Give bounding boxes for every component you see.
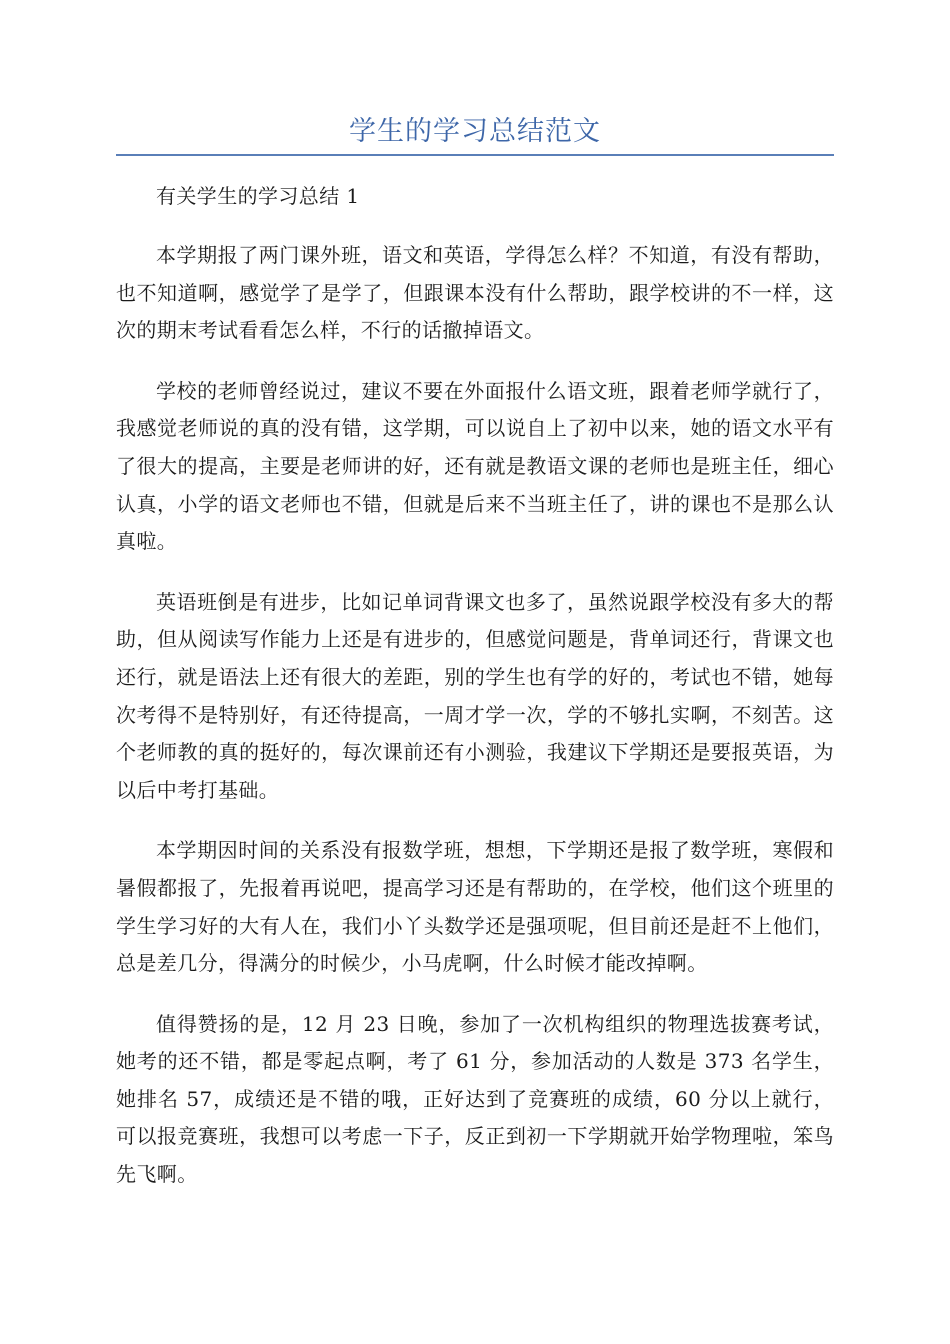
paragraph-4: 本学期因时间的关系没有报数学班，想想，下学期还是报了数学班，寒假和暑假都报了，先报着再说吧，提高学习还是有帮助的，在学校，他们这个班里的学生学习好的大有人在，我们小丫头数学还是强项呢，但目前还是赶不上他们，总是差几分，得满分的时候少，小马虎啊，什么时候才能改掉啊。 [116,838,834,976]
paragraph-1: 本学期报了两门课外班，语文和英语，学得怎么样？不知道，有没有帮助，也不知道啊，感觉学了是学了，但跟课本没有什么帮助，跟学校讲的不一样，这次的期末考试看看怎么样，不行的话撤掉语文。 [116,243,834,343]
title-underline [116,154,834,156]
section-heading: 有关学生的学习总结 1 [156,184,360,208]
paragraph-2: 学校的老师曾经说过，建议不要在外面报什么语文班，跟着老师学就行了，我感觉老师说的真的没有错，这学期，可以说自上了初中以来，她的语文水平有了很大的提高，主要是老师讲的好，还有就是教语文课的老师也是班主任，细心认真，小学的语文老师也不错，但就是后来不当班主任了，讲的课也不是那么认真啦。 [116,378,834,554]
paragraph-5: 值得赞扬的是，12 月 23 日晚，参加了一次机构组织的物理选拔赛考试，她考的还不错，都是零起点啊，考了 61 分，参加活动的人数是 373 名学生，她排名 57，成绩还是不错的哦，正好达到了竞赛班的成绩，60 分以上就行，可以报竞赛班，我想可以考虑一下子，反正到初一下学期就开始学物理啦，笨鸟先飞啊。 [116,1011,834,1187]
document-title: 学生的学习总结范文 [349,116,601,147]
document-body [116,178,834,1194]
paragraph-3: 英语班倒是有进步，比如记单词背课文也多了，虽然说跟学校没有多大的帮助，但从阅读写作能力上还是有进步的，但感觉问题是，背单词还行，背课文也还行，就是语法上还有很大的差距，别的学生也有学的好的，考试也不错，她每次考得不是特别好，有还待提高，一周才学一次，学的不够扎实啊，不刻苦。这个老师教的真的挺好的，每次课前还有小测验，我建议下学期还是要报英语，为以后中考打基础。 [116,589,834,802]
